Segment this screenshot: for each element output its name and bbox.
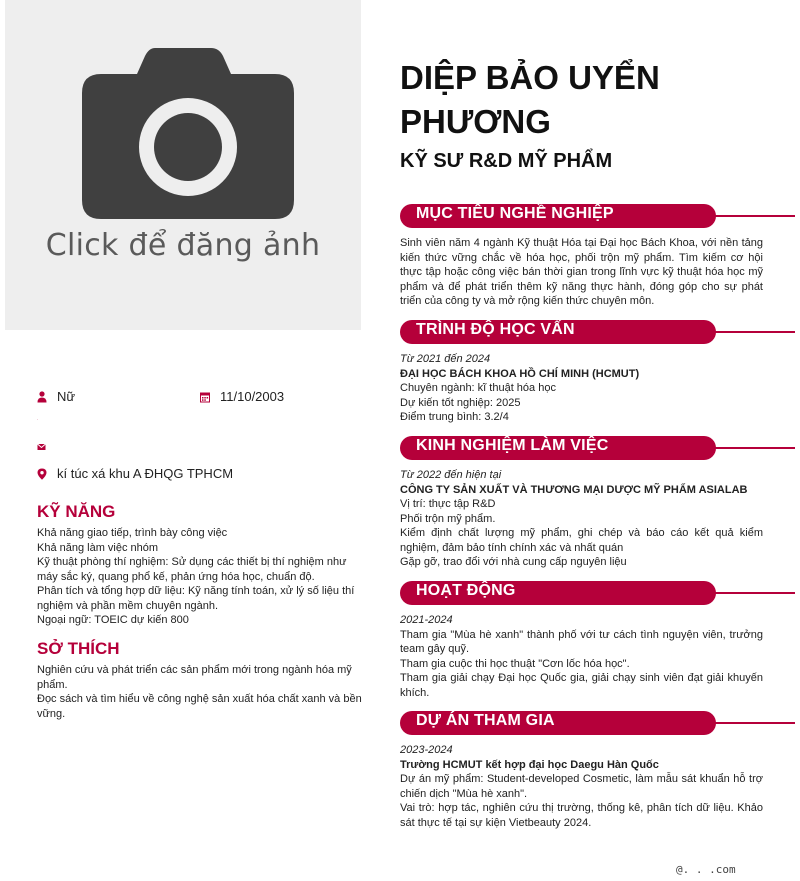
list-item: Nghiên cứu và phát triển các sản phẩm mới trong ngành hóa mỹ phẩm. [37,664,352,691]
hobbies-heading: SỞ THÍCH [37,639,120,658]
list-item: Vai trò: hợp tác, nghiên cứu thị trường, thống kê, phân tích dữ liệu. Khảo sát thực tế tại sự kiện Vietbeauty 2024. [400,802,763,829]
section-header-experience [400,436,795,460]
list-item: Kiểm định chất lượng mỹ phẩm, ghi chép và báo cáo kết quả kiểm nghiệm, đảm bảo tính chính xác và nhất quán [400,527,763,554]
list-item: Dự án mỹ phẩm: Student-developed Cosmetic, làm mẫu sát khuẩn hỗ trợ chiến dịch "Mùa hè xanh". [400,773,763,800]
camera-icon [5,0,361,330]
section-header-education [400,320,795,344]
location-pin-icon [37,468,47,480]
list-item: Dự kiến tốt nghiệp: 2025 [400,396,521,409]
list-item: Điểm trung bình: 3.2/4 [400,411,509,423]
objective-text: Sinh viên năm 4 ngành Kỹ thuật Hóa tại Đại học Bách Khoa, với nền tảng kiến thức vững chắc về hóa học, phối trộn mỹ phẩm. Tìm kiếm cơ hội thực tập hoặc công việc bán thời gian trong lĩnh vực kỹ thuật hóa học mỹ phẩm và để phát triển thêm kỹ năng thực hành, đóng góp cho sự phát triển của công ty và mở rộng kiến thức chuyên môn. [400,237,763,307]
school-name: ĐẠI HỌC BÁCH KHOA HỒ CHÍ MINH (HCMUT) [400,367,640,380]
list-item: Gặp gỡ, trao đổi với nhà cung cấp nguyên liệu [400,556,627,568]
list-item: Kỹ thuật phòng thí nghiệm: Sử dụng các thiết bị thí nghiệm như máy sắc ký, quang phổ kế, phản ứng hóa học, chuẩn độ. [37,556,347,583]
section-header-projects [400,711,795,735]
hobbies-list [37,663,362,721]
list-item: Vị trí: thực tập R&D [400,498,496,510]
section-title: TRÌNH ĐỘ HỌC VẤN [416,321,575,338]
section-title: DỰ ÁN THAM GIA [416,712,555,729]
photo-upload-caption: Click để đăng ảnh [45,228,321,263]
job-title: KỸ SƯ R&D MỸ PHẨM [400,150,613,172]
birthdate-row [200,389,284,404]
skills-list [37,526,362,628]
birthdate-value: 11/10/2003 [220,389,285,404]
project-org: Trường HCMUT kết hợp đại học Daegu Hàn Quốc [400,758,659,771]
list-item: Phối trộn mỹ phẩm. [400,512,496,525]
list-item: Đọc sách và tìm hiểu về công nghệ sản xuất hóa chất xanh và bền vững. [37,693,362,720]
list-item: Khả năng giao tiếp, trình bày công việc [37,527,228,539]
email-row [37,441,57,453]
footer-email-fragment: @. . .com [676,863,736,876]
calendar-icon [200,391,210,403]
phone-icon [37,414,40,426]
list-item: Tham gia giải chạy Đại học Quốc gia, giải chạy sinh viên đạt giải khuyến khích. [400,672,763,699]
gender-value: Nữ [57,389,76,404]
list-item: Phân tích và tổng hợp dữ liệu: Kỹ năng tính toán, xử lý số liệu thí nghiệm và phần mềm chuyên ngành. [37,585,355,612]
section-header-objective [400,204,795,228]
list-item: Tham gia cuộc thi học thuật "Cơn lốc hóa học". [400,657,630,670]
section-title: KINH NGHIỆM LÀM VIỆC [416,437,609,454]
projects-block [400,743,763,830]
section-header-activities [400,581,795,605]
activities-block [400,613,763,700]
section-title: MỤC TIÊU NGHỀ NGHIỆP [416,205,614,222]
address-row [37,466,233,481]
experience-block [400,468,763,570]
education-period: Từ 2021 đến 2024 [400,353,491,365]
address-value: kí túc xá khu A ĐHQG TPHCM [57,466,234,481]
list-item: Chuyên ngành: kĩ thuật hóa học [400,382,556,394]
mail-icon [37,441,47,453]
education-block [400,352,763,425]
experience-period: Từ 2022 đến hiện tại [400,469,502,481]
candidate-name: DIỆP BẢO UYỂN PHƯƠNG [400,59,660,140]
phone-row [37,414,50,426]
list-item: Tham gia "Mùa hè xanh" thành phố với tư cách tình nguyện viên, trưởng team gây quỹ. [400,628,763,655]
skills-heading: KỸ NĂNG [37,502,116,521]
projects-period: 2023-2024 [400,744,453,756]
section-title: HOẠT ĐỘNG [416,582,516,599]
list-item: Khả năng làm việc nhóm [37,541,159,554]
user-icon [37,391,47,403]
company-name: CÔNG TY SẢN XUẤT VÀ THƯƠNG MẠI DƯỢC MỸ PHẨM ASIALAB [400,483,748,496]
gender-row [37,389,75,404]
activities-period: 2021-2024 [400,614,453,626]
list-item: Ngoại ngữ: TOEIC dự kiến 800 [37,614,189,626]
photo-placeholder[interactable] [5,0,361,330]
